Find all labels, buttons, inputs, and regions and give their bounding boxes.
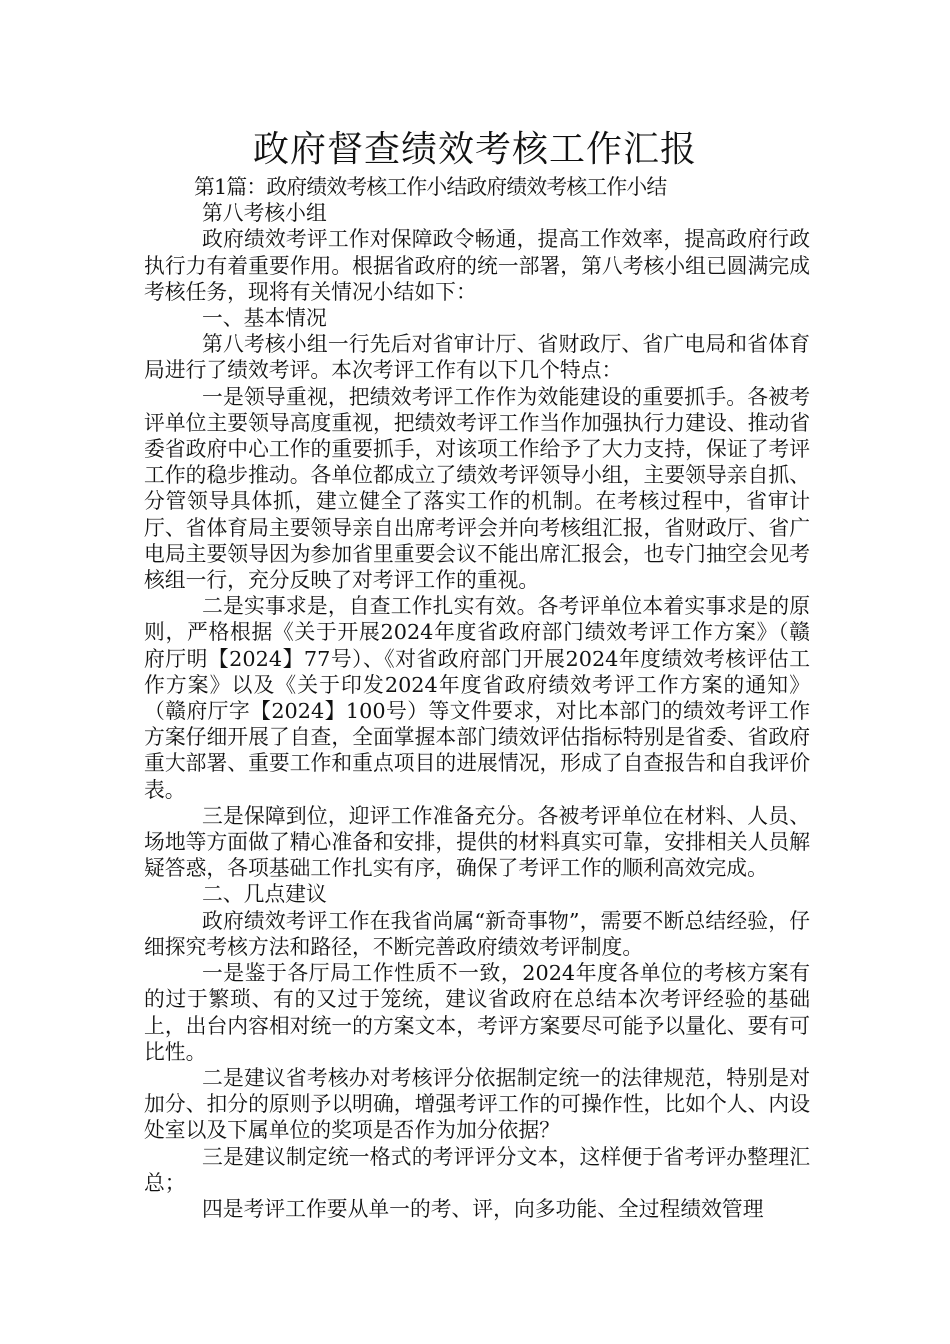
feature-paragraph-1: 一是领导重视，把绩效考评工作作为效能建设的重要抓手。各被考评单位主要领导高度重视，把绩效考评工作当作加强执行力建设、推动省委省政府中心工作的重要抓手，对该项工作给予了大力支持，保证了考评工作的稳步推动。各单位都成立了绩效考评领导小组，主要领导亲自抓、分管领导具体抓，建立健全了落实工作的机制。在考核过程中，省审计厅、省体育局主要领导亲自出席考评会并向考核组汇报，省财政厅、省广电局主要领导因为参加省里重要会议不能出席汇报会，也专门抽空会见考核组一行，充分反映了对考评工作的重视。: [144, 384, 810, 593]
group-name: 第八考核小组: [202, 201, 327, 226]
suggestion-paragraph-1: 一是鉴于各厅局工作性质不一致，2024年度各单位的考核方案有的过于繁琐、有的又过于笼统，建议省政府在总结本次考评经验的基础上，出台内容相对统一的方案文本，考评方案要尽可能予以量化、要有可比性。: [144, 961, 810, 1064]
suggestion-paragraph-2: 二是建议省考核办对考核评分依据制定统一的法律规范，特别是对加分、扣分的原则予以明确，增强考评工作的可操作性，比如个人、内设处室以及下属单位的奖项是否作为加分依据？: [144, 1065, 810, 1143]
section-heading-suggestions: 二、几点建议: [202, 882, 327, 907]
document-title: 政府督查绩效考核工作汇报: [252, 129, 697, 170]
section-heading-basic: 一、基本情况: [202, 306, 327, 331]
basic-paragraph: 第八考核小组一行先后对省审计厅、省财政厅、省广电局和省体育局进行了绩效考评。本次考评工作有以下几个特点：: [144, 332, 810, 383]
suggestion-intro-paragraph: 政府绩效考评工作在我省尚属“新奇事物”，需要不断总结经验，仔细探究考核方法和路径，不断完善政府绩效考评制度。: [144, 908, 810, 959]
document-subtitle: 第1篇：政府绩效考核工作小结政府绩效考核工作小结: [194, 175, 667, 199]
document-body: [144, 174, 810, 1222]
feature-paragraph-3: 三是保障到位，迎评工作准备充分。各被考评单位在材料、人员、场地等方面做了精心准备和安排，提供的材料真实可靠，安排相关人员解疑答惑，各项基础工作扎实有序，确保了考评工作的顺利高效完成。: [144, 803, 810, 881]
intro-paragraph: 政府绩效考评工作对保障政令畅通，提高工作效率，提高政府行政执行力有着重要作用。根据省政府的统一部署，第八考核小组已圆满完成考核任务，现将有关情况小结如下：: [144, 227, 810, 304]
feature-paragraph-2: 二是实事求是，自查工作扎实有效。各考评单位本着实事求是的原则，严格根据《关于开展2024年度省政府部门绩效考评工作方案》（赣府厅明【2024】77号）、《对省政府部门开展2024年度绩效考核评估工作方案》以及《关于印发2024年度省政府绩效考评工作方案的通知》（赣府厅字【2024】100号）等文件要求，对比本部门的绩效考评工作方案仔细开展了自查，全面掌握本部门绩效评估指标特别是省委、省政府重大部署、重要工作和重点项目的进展情况，形成了自查报告和自我评价表。: [144, 594, 810, 802]
suggestion-paragraph-3: 三是建议制定统一格式的考评评分文本，这样便于省考评办整理汇总；: [144, 1144, 810, 1195]
suggestion-paragraph-4: 四是考评工作要从单一的考、评，向多功能、全过程绩效管理: [202, 1196, 764, 1221]
